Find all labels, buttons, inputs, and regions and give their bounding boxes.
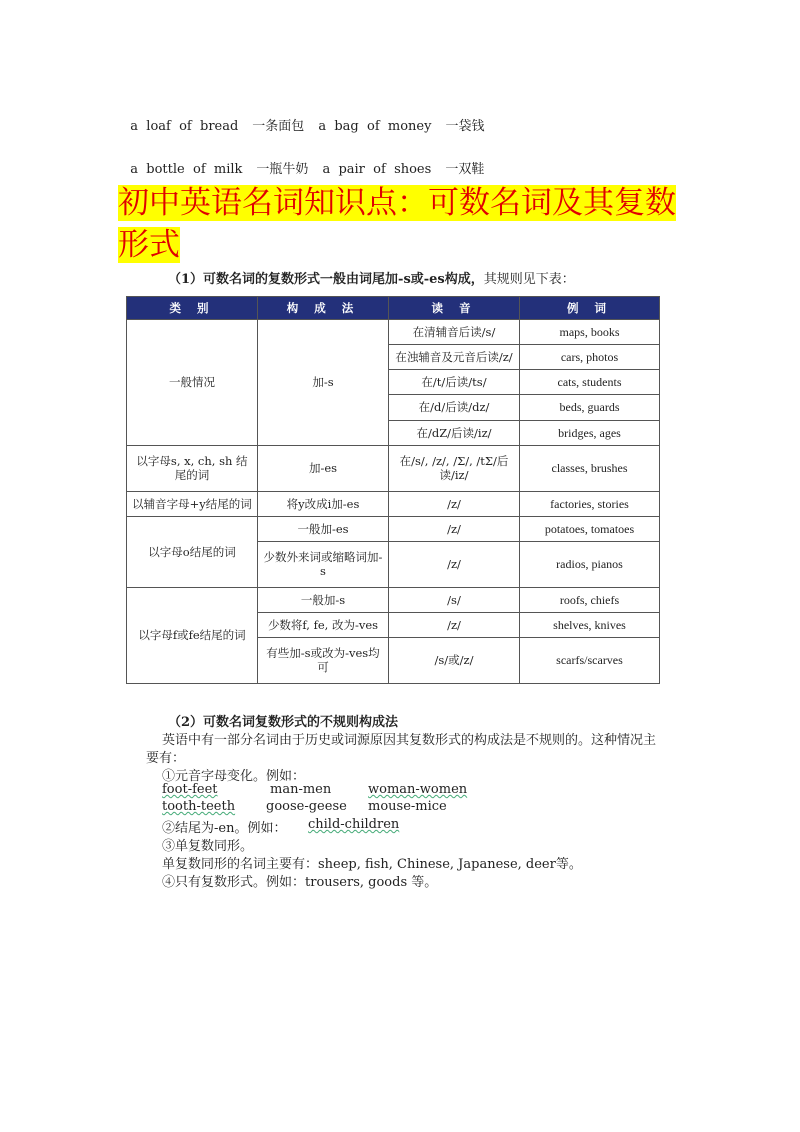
table-row [127, 320, 660, 345]
category-cell: 以辅音字母+y结尾的词 [127, 491, 258, 516]
example-cell: factories, stories [520, 491, 660, 516]
category-cell: 以字母f或fe结尾的词 [127, 587, 258, 683]
rule-4-text: ④只有复数形式。例如：trousers, goods 等。 [162, 875, 438, 890]
example-cell: shelves, knives [520, 612, 660, 637]
pronunciation-cell: /z/ [389, 541, 520, 587]
pronunciation-cell: 在浊辅音及元音后读/z/ [389, 345, 520, 370]
column-header: 类 别 [127, 297, 258, 320]
example-word: woman-women [368, 782, 468, 797]
example-cell: cats, students [520, 370, 660, 395]
pronunciation-cell: 在/t/后读/ts/ [389, 370, 520, 395]
formation-cell: 加-es [258, 445, 389, 491]
example-word: man-men [270, 782, 332, 797]
plural-rules-table [126, 296, 660, 684]
category-cell: 以字母s, x, ch, sh 结尾的词 [127, 445, 258, 491]
phrase-cn: 一瓶牛奶 [256, 162, 309, 177]
phrase-line-2 [122, 143, 498, 177]
pronunciation-cell: /z/ [389, 491, 520, 516]
example-cell: cars, photos [520, 345, 660, 370]
phrase-en: a bag of money [318, 119, 432, 134]
section-1-title: （1）可数名词的复数形式一般由词尾加-s或-es构成，其规则见下表： [168, 272, 575, 287]
formation-cell: 将y改成i加-es [258, 491, 389, 516]
page-title: 初中英语名词知识点：可数名词及其复数形式 [118, 185, 676, 263]
example-cell: radios, pianos [520, 541, 660, 587]
pronunciation-cell: 在清辅音后读/s/ [389, 320, 520, 345]
pronunciation-cell: /s/或/z/ [389, 637, 520, 683]
rule-1-text: ①元音字母变化。例如： [162, 769, 306, 784]
formation-cell: 少数将f, fe, 改为-ves [258, 612, 389, 637]
pronunciation-cell: /z/ [389, 612, 520, 637]
column-header: 构 成 法 [258, 297, 389, 320]
example-cell: scarfs/scarves [520, 637, 660, 683]
phrase-cn: 一袋钱 [445, 119, 485, 134]
pronunciation-cell: 在/d/后读/dz/ [389, 395, 520, 420]
example-word: tooth-teeth [162, 799, 236, 814]
example-word: foot-feet [162, 782, 218, 797]
category-cell: 一般情况 [127, 320, 258, 446]
pronunciation-cell: 在/s/, /z/, /Σ/, /tΣ/后读/iz/ [389, 445, 520, 491]
phrase-en: a bottle of milk [130, 162, 243, 177]
rule-3-detail: 单复数同形的名词主要有：sheep, fish, Chinese, Japanese, deer等。 [162, 857, 582, 872]
example-cell: classes, brushes [520, 445, 660, 491]
phrase-en: a pair of shoes [322, 162, 432, 177]
example-cell: maps, books [520, 320, 660, 345]
formation-cell: 有些加-s或改为-ves均可 [258, 637, 389, 683]
column-header: 例 词 [520, 297, 660, 320]
rule-3-text: ③单复数同形。 [162, 839, 254, 854]
table-row [127, 445, 660, 491]
column-header: 读 音 [389, 297, 520, 320]
example-cell: bridges, ages [520, 420, 660, 445]
section-2-title: （2）可数名词复数形式的不规则构成法 [168, 715, 399, 730]
phrase-en: a loaf of bread [130, 119, 239, 134]
table-header-row [127, 297, 660, 320]
table-row [127, 516, 660, 541]
phrase-cn: 一条面包 [252, 119, 305, 134]
formation-cell: 一般加-s [258, 587, 389, 612]
table-row [127, 491, 660, 516]
pronunciation-cell: 在/dZ/后读/iz/ [389, 420, 520, 445]
phrase-cn: 一双鞋 [445, 162, 485, 177]
category-cell: 以字母o结尾的词 [127, 516, 258, 587]
formation-cell: 少数外来词或缩略词加-s [258, 541, 389, 587]
formation-cell: 一般加-es [258, 516, 389, 541]
example-word: mouse-mice [368, 799, 447, 814]
example-cell: potatoes, tomatoes [520, 516, 660, 541]
example-cell: roofs, chiefs [520, 587, 660, 612]
example-word: child-children [308, 817, 400, 832]
example-cell: beds, guards [520, 395, 660, 420]
example-word: goose-geese [266, 799, 347, 814]
phrase-line-1 [122, 100, 498, 134]
pronunciation-cell: /z/ [389, 516, 520, 541]
section-2-intro: 英语中有一部分名词由于历史或词源原因其复数形式的构成法是不规则的。这种情况主 [162, 733, 657, 748]
rule-2-text: ②结尾为-en。例如： [162, 821, 287, 836]
section-2-intro-cont: 要有： [146, 751, 186, 766]
table-row [127, 587, 660, 612]
formation-cell: 加-s [258, 320, 389, 446]
pronunciation-cell: /s/ [389, 587, 520, 612]
